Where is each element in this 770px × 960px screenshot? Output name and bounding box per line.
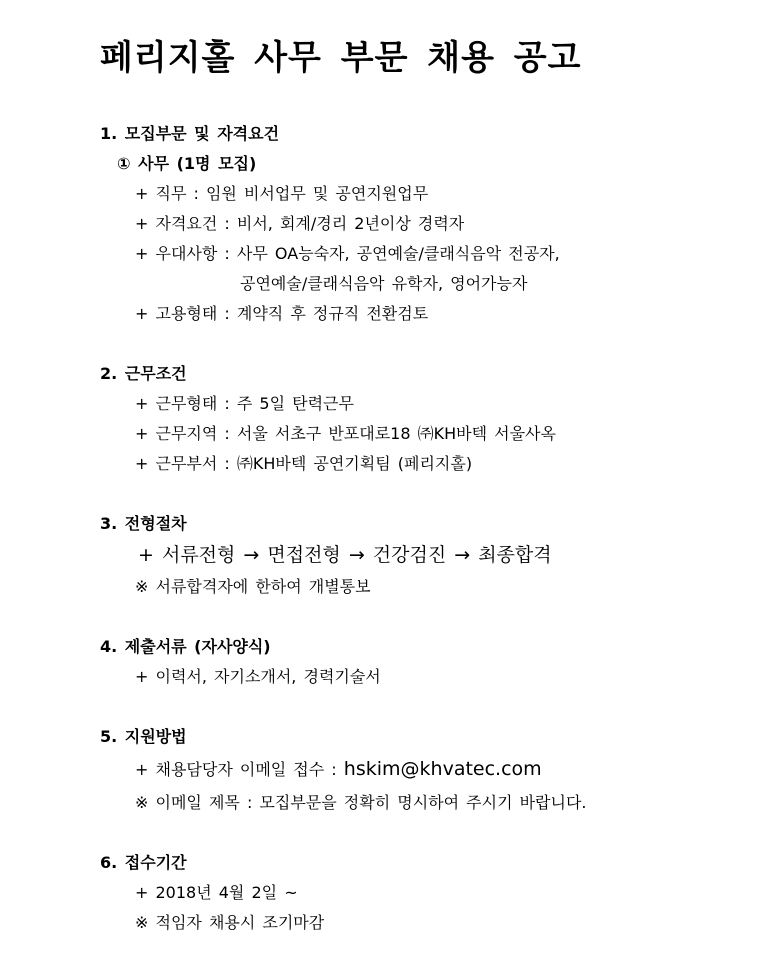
section-4-heading: 4. 제출서류 (자사양식) (100, 637, 271, 656)
selection-note-line: ※ 서류합격자에 한하여 개별통보 (135, 577, 371, 596)
section-6-heading: 6. 접수기간 (100, 853, 187, 872)
period-line: + 2018년 4월 2일 ~ (135, 883, 298, 902)
apply-line (135, 757, 542, 780)
position-heading: ① 사무 (1명 모집) (117, 154, 257, 173)
work-type-line: + 근무형태 : 주 5일 탄력근무 (135, 394, 354, 413)
work-department-line: + 근무부서 : ㈜KH바텍 공연기획팀 (페리지홀) (135, 454, 473, 473)
section-3-heading: 3. 전형절차 (100, 514, 187, 533)
employment-type-line: + 고용형태 : 계약직 후 정규직 전환검토 (135, 304, 429, 323)
preference-line: + 우대사항 : 사무 OA능숙자, 공연예술/클래식음악 전공자, (135, 244, 560, 263)
email-address[interactable]: hskim@khvatec.com (343, 758, 542, 780)
preference-continued-line: 공연예술/클래식음악 유학자, 영어가능자 (240, 274, 528, 293)
work-location-line: + 근무지역 : 서울 서초구 반포대로18 ㈜KH바텍 서울사옥 (135, 424, 556, 443)
page-title: 페리지홀 사무 부문 채용 공고 (100, 38, 582, 78)
duty-line: + 직무 : 임원 비서업무 및 공연지원업무 (135, 184, 429, 203)
documents-line: + 이력서, 자기소개서, 경력기술서 (135, 667, 381, 686)
qualification-line: + 자격요건 : 비서, 회계/경리 2년이상 경력자 (135, 214, 465, 233)
apply-label: + 채용담당자 이메일 접수 : (135, 760, 344, 779)
section-5-heading: 5. 지원방법 (100, 727, 187, 746)
selection-steps-line: + 서류전형 → 면접전형 → 건강검진 → 최종합격 (138, 544, 552, 566)
email-note-line: ※ 이메일 제목 : 모집부문을 정확히 명시하여 주시기 바랍니다. (135, 793, 587, 812)
section-2-heading: 2. 근무조건 (100, 364, 187, 383)
section-1-heading: 1. 모집부문 및 자격요건 (100, 124, 280, 143)
period-note-line: ※ 적임자 채용시 조기마감 (135, 913, 325, 932)
